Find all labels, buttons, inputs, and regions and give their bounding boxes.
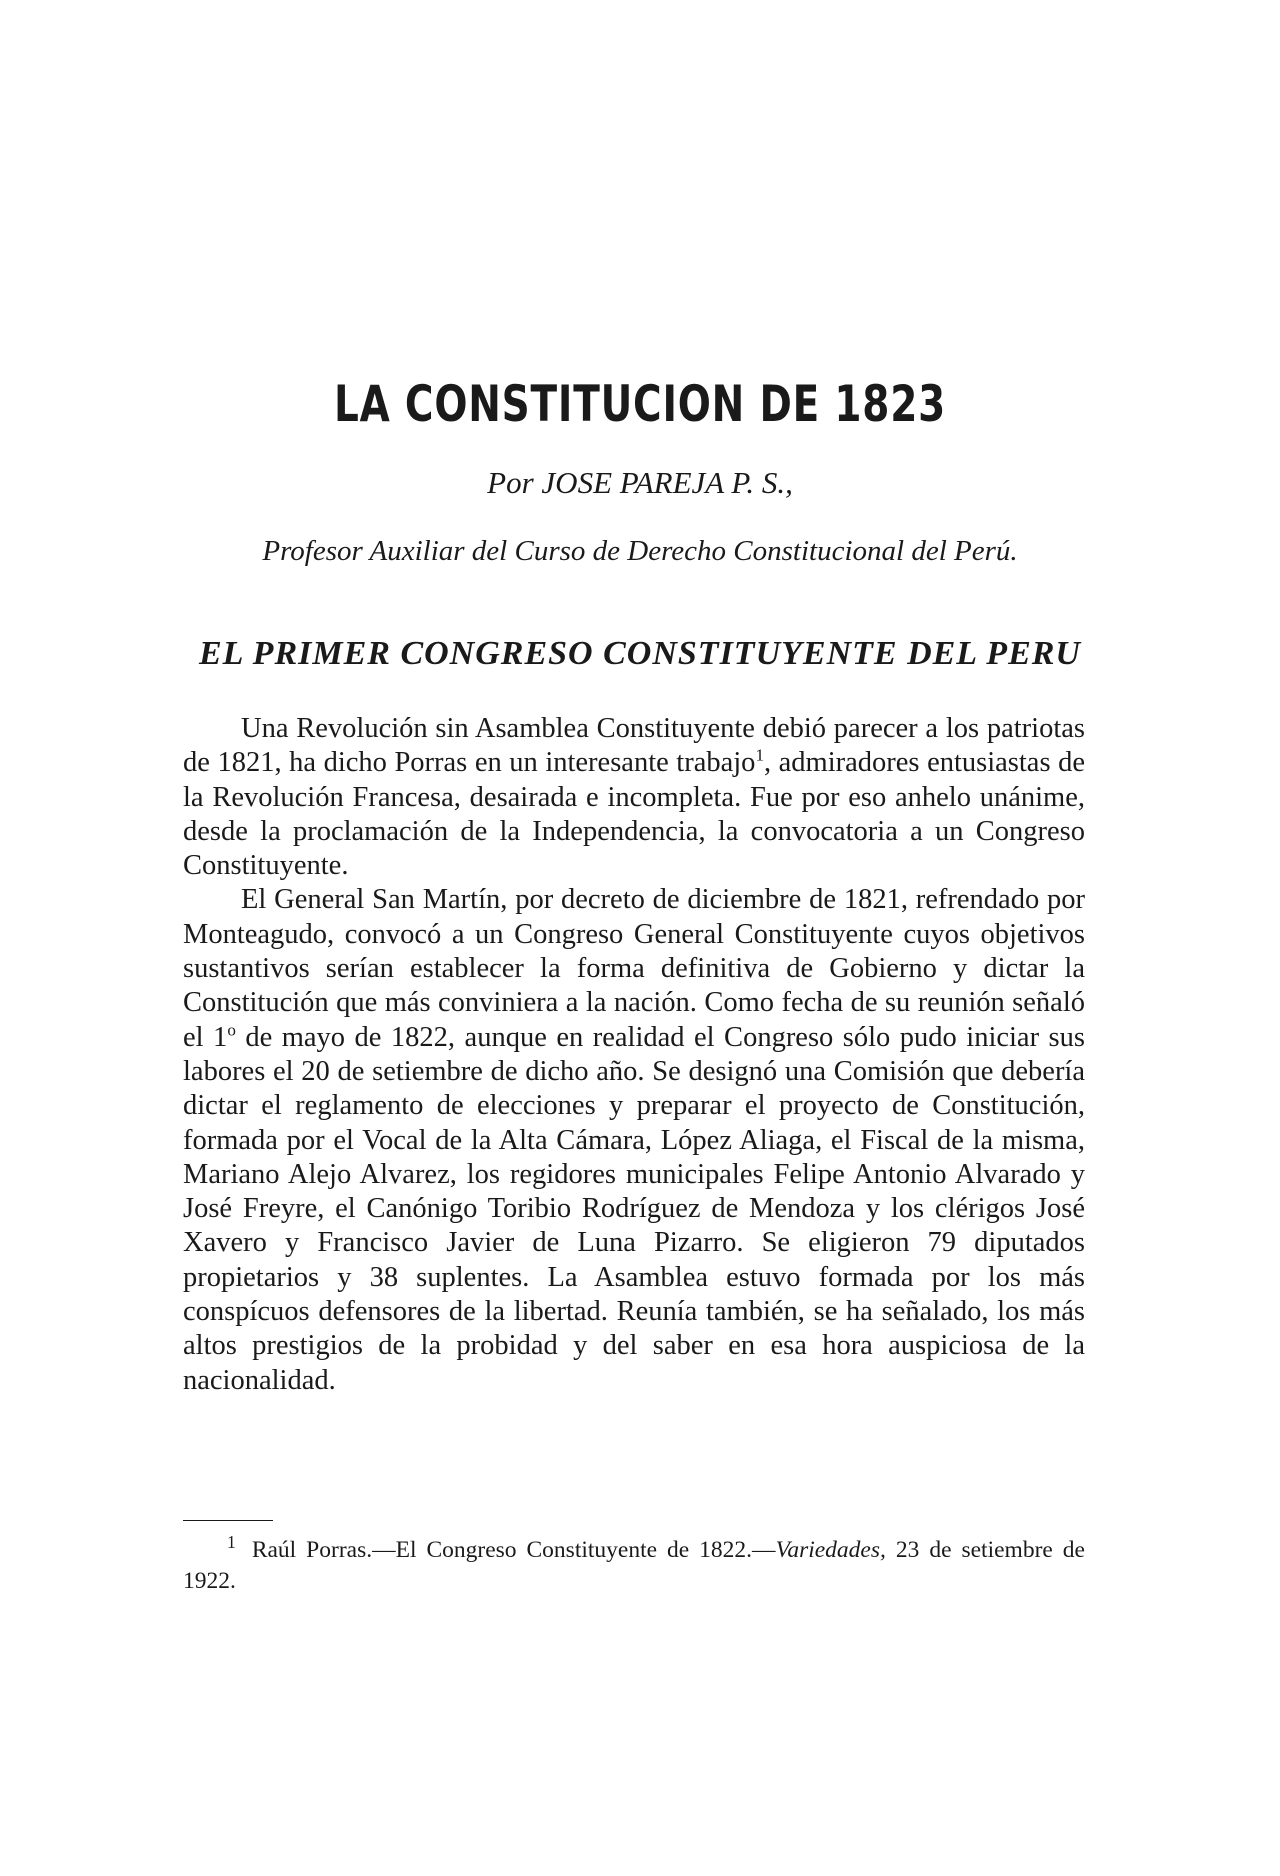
footnote-publication: Variedades, [775,1537,886,1563]
footnote-mark: 1 [227,1532,236,1553]
author-line: Por JOSE PAREJA P. S., [487,465,793,500]
author-affiliation: Profesor Auxiliar del Curso de Derecho Constitucional del Perú. [262,535,1018,567]
paragraph-2 [183,883,1085,1397]
footnote-text-a: Raúl Porras.—El Congreso Constituyente de 1822.— [251,1537,776,1563]
footnote-divider [183,1520,273,1521]
paragraph-1 [183,712,1085,883]
section-heading: EL PRIMER CONGRESO CONSTITUYENTE DEL PERU [199,635,1081,672]
footnote-1 [183,1532,1085,1597]
footnote-text-b: 23 de setiembre de 1922. [183,1537,1085,1594]
footnote [183,1532,1085,1597]
paragraph-1-text-a: Una Revolución sin Asamblea Constituyente debió parecer a los patriotas de 1821, ha dicho Porras en un interesante trabajo [183,713,1085,779]
footnote-reference: 1 [755,745,764,765]
paragraph-2-text-b: de mayo de 1822, aunque en realidad el Congreso sólo pudo iniciar sus labores el 20 de setiembre de dicho año. Se designó una Comisión que debería dictar el reglamento de elecciones y preparar el proyecto de Constitución, formada por el Vocal de la Alta Cámara, López Aliaga, el Fiscal de la misma, Mariano Alejo Alvarez, los regidores municipales Felipe Antonio Alvarado y José Freyre, el Canónigo Toribio Rodríguez de Mendoza y los clérigos José Xavero y Francisco Javier de Luna Pizarro. Se eligieron 79 diputados propietarios y 38 suplentes. La Asamblea estuvo formada por los más conspícuos defensores de la libertad. Reunía también, se ha señalado, los más altos prestigios de la probidad y del saber en esa hora auspiciosa de la nacionalidad. [183,1021,1085,1396]
document-title: LA CONSTITUCION DE 1823 [333,375,947,433]
ordinal-indicator: o [227,1020,236,1040]
paragraph-2-text-a: El General San Martín, por decreto de diciembre de 1821, refrendado por Monteagudo, convocó a un Congreso General Constituyente cuyos objetivos sustantivos serían establecer la forma definitiva de Gobierno y dictar la Constitución que más conviniera a la nación. Como fecha de su reunión señaló el 1 [183,884,1085,1053]
body-text [183,712,1085,1398]
paragraph-1-text-b: , admiradores entusiastas de la Revolución Francesa, desairada e incompleta. Fue por eso anhelo unánime, desde la proclamación de la Independencia, la convocatoria a un Congreso Constituyente. [183,747,1085,882]
